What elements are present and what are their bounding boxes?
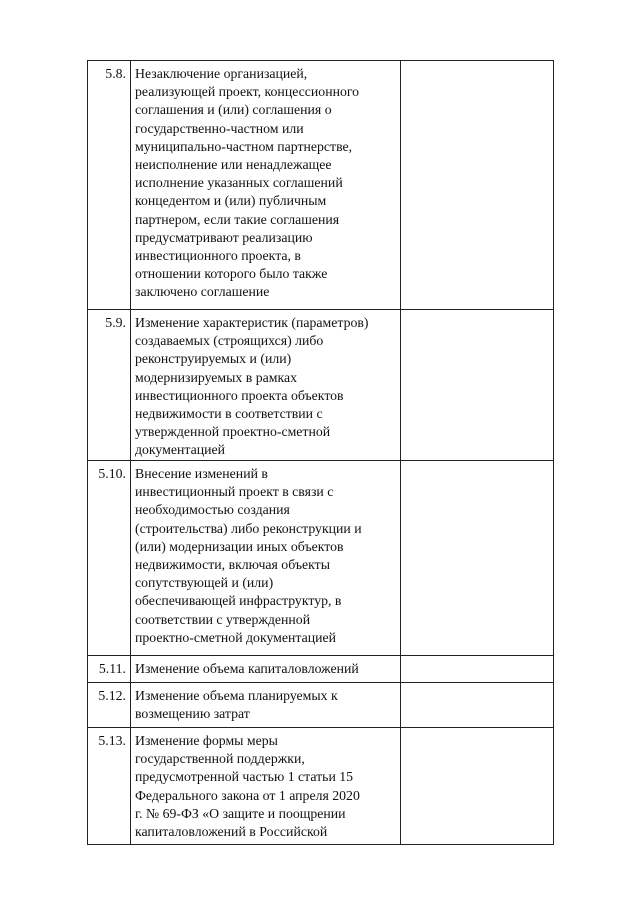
text-line: инвестиционного проекта объектов (135, 387, 344, 403)
table-row (88, 656, 554, 683)
text-line: создаваемых (строящихся) либо (135, 333, 324, 349)
text-line: утвержденной проектно-сметной (135, 424, 331, 440)
text-line: соглашения и (или) соглашения о (135, 102, 332, 118)
text-line: (или) модернизации иных объектов (135, 538, 344, 554)
text-line: исполнение указанных соглашений (135, 175, 343, 191)
table-row (88, 728, 554, 845)
row-value-cell (401, 728, 554, 845)
row-description (131, 683, 401, 728)
row-number: 5.9. (88, 310, 131, 461)
text-line: капиталовложений в Российской (135, 824, 328, 840)
text-line: государственно-частном или (135, 120, 304, 136)
row-number: 5.13. (88, 728, 131, 845)
text-line: предусматривают реализацию (135, 229, 313, 245)
text-line: заключено соглашение (135, 284, 270, 300)
text-line: недвижимости в соответствии с (135, 406, 323, 422)
text-line: Внесение изменений в (135, 466, 268, 481)
text-line: г. № 69-ФЗ «О защите и поощрении (135, 805, 346, 821)
text-line: Изменение объема капиталовложений (135, 661, 359, 676)
text-line: партнером, если такие соглашения (135, 211, 340, 227)
text-line: Изменение формы меры (135, 733, 278, 748)
text-line: Федерального закона от 1 апреля 2020 (135, 787, 360, 803)
text-line: реализующей проект, концессионного (135, 84, 360, 100)
row-value-cell (401, 310, 554, 461)
table-row (88, 461, 554, 656)
row-value-cell (401, 683, 554, 728)
changes-table (87, 60, 554, 845)
row-number: 5.8. (88, 61, 131, 310)
row-number: 5.10. (88, 461, 131, 656)
text-line: сопутствующей и (или) (135, 575, 274, 591)
text-line: концедентом и (или) публичным (135, 193, 327, 209)
table-row (88, 683, 554, 728)
table-row (88, 61, 554, 310)
text-line: Изменение объема планируемых к (135, 688, 338, 703)
text-line: государственной поддержки, (135, 751, 305, 767)
row-description (131, 728, 401, 845)
text-line: инвестиционный проект в связи с (135, 484, 334, 500)
text-line: обеспечивающей инфраструктур, в (135, 593, 342, 609)
text-line: отношении которого было также (135, 266, 328, 282)
text-line: необходимостью создания (135, 502, 290, 518)
row-value-cell (401, 656, 554, 683)
row-description (131, 61, 401, 310)
text-line: (строительства) либо реконструкции и (135, 520, 362, 536)
text-line: соответствии с утвержденной (135, 611, 311, 627)
row-number: 5.12. (88, 683, 131, 728)
text-line: муниципально-частном партнерстве, (135, 138, 353, 154)
text-line: предусмотренной частью 1 статьи 15 (135, 769, 354, 785)
text-line: неисполнение или ненадлежащее (135, 157, 332, 173)
row-description (131, 310, 401, 461)
row-number: 5.11. (88, 656, 131, 683)
text-line: модернизируемых в рамках (135, 369, 298, 385)
text-line: недвижимости, включая объекты (135, 557, 330, 573)
text-line: инвестиционного проекта, в (135, 248, 301, 264)
row-value-cell (401, 461, 554, 656)
text-line: реконструируемых и (или) (135, 351, 292, 367)
text-line: Изменение характеристик (параметров) (135, 315, 369, 330)
text-line: Незаключение организацией, (135, 66, 308, 81)
table-row (88, 310, 554, 461)
row-value-cell (401, 61, 554, 310)
row-description (131, 461, 401, 656)
text-line: документацией (135, 442, 225, 458)
text-line: возмещению затрат (135, 706, 250, 722)
text-line: проектно-сметной документацией (135, 629, 336, 645)
row-description (131, 656, 401, 683)
